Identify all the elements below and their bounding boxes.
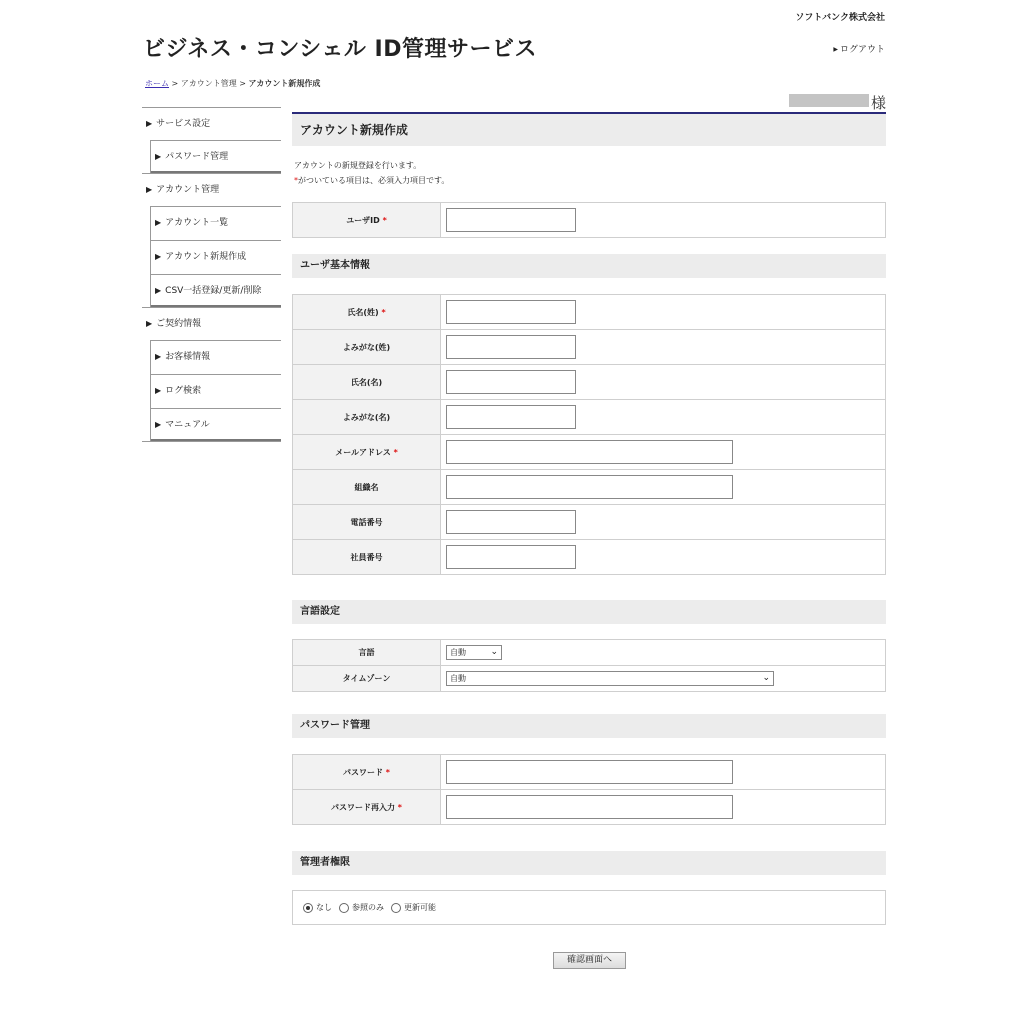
password-confirm-label: パスワード再入力 * — [293, 790, 441, 825]
language-value: 自動 — [450, 648, 466, 657]
sidebar-item-label: アカウント一覧 — [165, 218, 229, 228]
triangle-right-icon: ▶ — [146, 119, 153, 128]
last-name-kana-input[interactable] — [446, 335, 576, 359]
language-label: 言語 — [293, 640, 441, 666]
company-name: ソフトバンク株式会社 — [795, 13, 885, 23]
sidebar-item-label: パスワード管理 — [165, 152, 229, 162]
section-admin-rights: 管理者権限 — [292, 851, 886, 875]
admin-rights-radio-group — [292, 890, 886, 925]
breadcrumb-parent: アカウント管理 — [180, 79, 237, 88]
triangle-right-icon: ▶ — [146, 185, 153, 194]
sidebar — [142, 107, 281, 460]
last-name-input[interactable] — [446, 300, 576, 324]
last-name-label: 氏名(姓) * — [293, 295, 441, 330]
triangle-right-icon: ▶ — [146, 319, 153, 328]
chevron-down-icon: ⌄ — [490, 647, 498, 657]
breadcrumb-separator: > — [239, 79, 246, 88]
sidebar-group-contract — [142, 308, 281, 442]
phone-label: 電話番号 — [293, 505, 441, 540]
triangle-right-icon: ▶ — [155, 218, 162, 227]
page-title: アカウント新規作成 — [292, 114, 886, 146]
sidebar-submenu — [150, 140, 281, 173]
employee-no-input[interactable] — [446, 545, 576, 569]
user-name-redacted — [789, 94, 869, 107]
userid-table — [292, 202, 886, 238]
sidebar-group-service — [142, 108, 281, 174]
sidebar-item-label: お客様情報 — [165, 352, 211, 362]
last-name-kana-label: よみがな(姓) — [293, 330, 441, 365]
triangle-right-icon: ▶ — [833, 46, 838, 53]
organization-input[interactable] — [446, 475, 733, 499]
userid-input[interactable] — [446, 208, 576, 232]
triangle-right-icon: ▶ — [155, 386, 162, 395]
required-mark: * — [382, 215, 387, 225]
radio-unchecked-icon — [391, 903, 401, 913]
main-content — [292, 114, 886, 925]
password-confirm-input[interactable] — [446, 795, 733, 819]
password-label: パスワード * — [293, 755, 441, 790]
radio-editable[interactable] — [391, 902, 436, 913]
sidebar-submenu — [150, 340, 281, 441]
sidebar-item-account-management[interactable] — [142, 174, 281, 206]
radio-label: 参照のみ — [352, 903, 384, 912]
basic-info-table — [292, 294, 886, 575]
first-name-input[interactable] — [446, 370, 576, 394]
sidebar-item-account-create[interactable] — [151, 240, 281, 274]
language-select[interactable] — [446, 645, 502, 660]
employee-no-label: 社員番号 — [293, 540, 441, 575]
required-mark: * — [381, 307, 386, 317]
timezone-label: タイムゾーン — [293, 666, 441, 692]
sidebar-item-label: アカウント新規作成 — [165, 252, 247, 262]
radio-unchecked-icon — [339, 903, 349, 913]
first-name-kana-label: よみがな(名) — [293, 400, 441, 435]
user-suffix: 様 — [871, 94, 887, 112]
required-mark: * — [294, 176, 298, 185]
sidebar-item-label: CSV一括登録/更新/削除 — [165, 286, 262, 296]
organization-label: 組織名 — [293, 470, 441, 505]
user-area — [787, 94, 885, 112]
sidebar-item-csv-bulk[interactable] — [151, 274, 281, 307]
sidebar-item-service-settings[interactable] — [142, 108, 281, 140]
language-table — [292, 639, 886, 692]
sidebar-item-customer-info[interactable] — [151, 340, 281, 374]
radio-label: 更新可能 — [404, 903, 436, 912]
app-title: ビジネス・コンシェル ID管理サービス — [143, 37, 537, 62]
form-description — [292, 158, 886, 188]
description-line: アカウントの新規登録を行います。 — [294, 161, 422, 170]
sidebar-spacer — [142, 442, 281, 460]
radio-label: なし — [316, 903, 332, 912]
timezone-value: 自動 — [450, 674, 466, 683]
breadcrumb — [145, 78, 320, 89]
first-name-kana-input[interactable] — [446, 405, 576, 429]
chevron-down-icon: ⌄ — [762, 673, 770, 683]
phone-input[interactable] — [446, 510, 576, 534]
breadcrumb-separator: > — [171, 79, 179, 88]
sidebar-item-password-management[interactable] — [151, 140, 281, 173]
section-password: パスワード管理 — [292, 714, 886, 738]
timezone-select[interactable] — [446, 671, 774, 686]
required-mark: * — [397, 802, 402, 812]
logout-label: ログアウト — [839, 45, 885, 55]
sidebar-item-contract-info[interactable] — [142, 308, 281, 340]
password-table — [292, 754, 886, 825]
sidebar-group-account — [142, 174, 281, 308]
section-language: 言語設定 — [292, 600, 886, 624]
triangle-right-icon: ▶ — [155, 286, 162, 295]
triangle-right-icon: ▶ — [155, 152, 162, 161]
confirm-button[interactable]: 確認画面へ — [553, 952, 626, 969]
section-basic-info: ユーザ基本情報 — [292, 254, 886, 278]
first-name-label: 氏名(名) — [293, 365, 441, 400]
triangle-right-icon: ▶ — [155, 252, 162, 261]
userid-label: ユーザID * — [293, 203, 441, 238]
breadcrumb-current: アカウント新規作成 — [248, 79, 321, 88]
sidebar-item-label: マニュアル — [165, 420, 210, 430]
email-input[interactable] — [446, 440, 733, 464]
breadcrumb-home[interactable]: ホーム — [145, 79, 169, 88]
sidebar-item-manual[interactable] — [151, 408, 281, 441]
sidebar-item-account-list[interactable] — [151, 206, 281, 240]
sidebar-item-label: サービス設定 — [156, 119, 211, 129]
email-label: メールアドレス * — [293, 435, 441, 470]
sidebar-item-label: アカウント管理 — [156, 185, 220, 195]
triangle-right-icon: ▶ — [155, 352, 162, 361]
sidebar-item-log-search[interactable] — [151, 374, 281, 408]
logout-link[interactable] — [833, 42, 885, 55]
required-mark: * — [393, 447, 398, 457]
triangle-right-icon: ▶ — [155, 420, 162, 429]
password-input[interactable] — [446, 760, 733, 784]
sidebar-submenu — [150, 206, 281, 307]
sidebar-item-label: ご契約情報 — [156, 319, 202, 329]
radio-none[interactable] — [303, 902, 332, 913]
radio-view-only[interactable] — [339, 902, 384, 913]
sidebar-item-label: ログ検索 — [165, 386, 202, 396]
radio-checked-icon — [303, 903, 313, 913]
required-mark: * — [385, 767, 390, 777]
required-note — [294, 173, 886, 188]
required-note-text: がついている項目は、必須入力項目です。 — [298, 176, 450, 185]
